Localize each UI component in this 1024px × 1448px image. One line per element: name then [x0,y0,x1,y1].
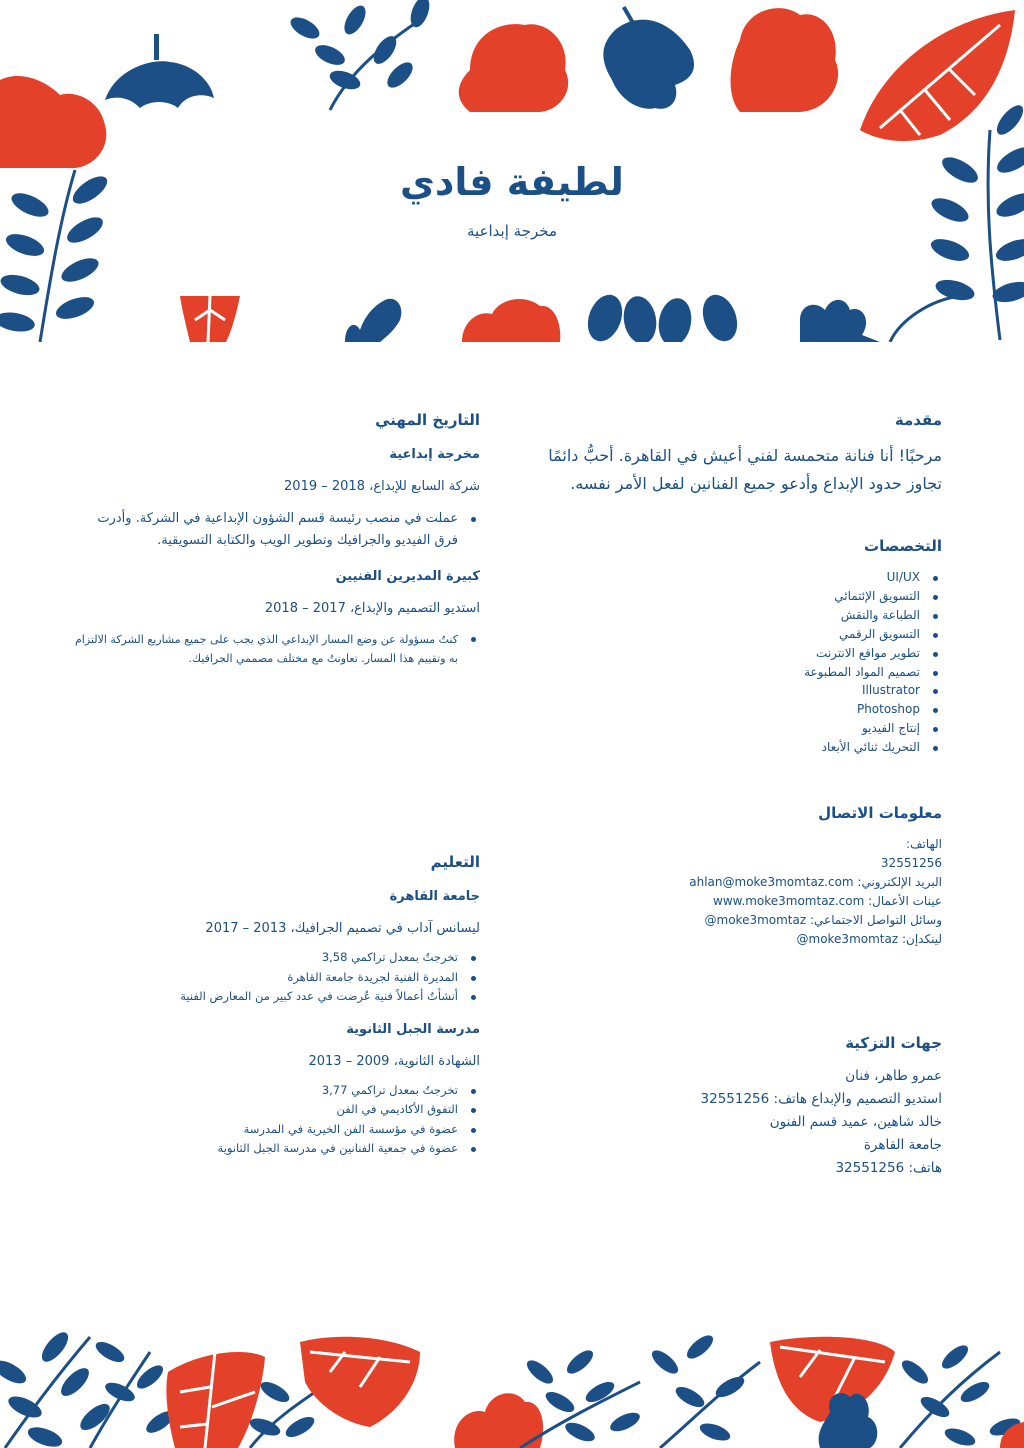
reference-line: جامعة القاهرة [863,1137,942,1154]
school-bullet: أنشأتُ أعمالاً فنية عُرضت في عدد كبير من المعارض الفنية [70,987,480,1007]
job-title: مخرجة إبداعية [389,447,480,462]
school-bullet: عضوة في مؤسسة الفن الخيرية في المدرسة [70,1120,480,1140]
person-name: لطيفة فادي [400,160,624,204]
job-bullets [70,630,480,668]
botanical-pattern-icon [0,1332,1024,1448]
skills-section [512,534,942,757]
contact-linkedin-row [512,930,942,949]
contact-email-row [512,873,942,892]
school-entry [70,886,480,1007]
school-meta: الشهادة الثانوية، 2009 – 2013 [308,1053,480,1069]
reference-line: هاتف: 32551256 [835,1160,942,1177]
contact-portfolio-link[interactable]: www.moke3momtaz.com [713,894,865,909]
reference-line: خالد شاهين، عميد قسم الفنون [769,1114,942,1131]
school-bullet: تخرجتُ بمعدل تراكمي 3,77 [70,1081,480,1101]
school-bullets [70,948,480,1007]
contact-phone-row [512,835,942,854]
job-title: كبيرة المديرين الفنيين [335,569,480,584]
contact-social-handle[interactable]: @moke3momtaz [704,913,807,928]
left-column [70,408,480,1159]
experience-section [70,408,480,668]
contact-portfolio-label: عينات الأعمال: [868,894,942,909]
skills-list [512,568,942,757]
contact-email-label: البريد الإلكتروني: [857,875,942,890]
intro-section [512,408,942,498]
school-name: جامعة القاهرة [389,889,480,904]
skill-item: التسويق الإئتمائي [512,587,942,606]
reference-line: عمرو طاهر، فنان [845,1068,942,1085]
education-heading: التعليم [430,853,480,871]
skills-heading: التخصصات [864,537,942,555]
references-list [512,1065,942,1180]
job-entry [70,566,480,668]
school-meta: ليسانس آداب في تصميم الجرافيك، 2013 – 2017 [205,921,480,936]
job-bullets [70,508,480,552]
person-title: مخرجة إبداعية [467,222,557,240]
contact-linkedin-label: لينكدإن: [901,932,942,947]
contact-phone-label: الهاتف: [906,837,942,852]
job-bullet: كنتُ مسؤولة عن وضع المسار الإبداعي الذي يجب على جميع مشاريع الشركة الالتزام به وتقييم هذا المسار. تعاونتُ مع مختلف مصممي الجرافيك. [70,630,480,668]
skill-item: UI/UX [512,568,942,587]
job-meta: استديو التصميم والإبداع، 2017 – 2018 [264,601,480,616]
contact-details [512,835,942,949]
school-bullet: تخرجتُ بمعدل تراكمي 3,58 [70,948,480,968]
contact-heading: معلومات الاتصال [818,804,942,823]
skill-item: الطباعة والنقش [512,606,942,625]
job-meta: شركة السابع للإبداع، 2018 – 2019 [284,479,480,494]
skill-item: Illustrator [512,681,942,700]
skill-item: إنتاج الفيديو [512,719,942,738]
intro-heading: مقدمة [894,411,942,429]
school-bullet: التفوق الأكاديمي في الفن [70,1100,480,1120]
contact-social-label: وسائل التواصل الاجتماعي: [810,913,942,928]
contact-social-row [512,911,942,930]
intro-text: مرحبًا! أنا فنانة متحمسة لفني أعيش في القاهرة. أحبُّ دائمًا تجاوز حدود الإبداع وأدعو جميع الفنانين لفعل الأمر نفسه. [548,446,942,493]
contact-section [512,801,942,949]
school-name: مدرسة الجبل الثانوية [346,1021,480,1037]
experience-heading: التاريخ المهني [375,411,480,429]
job-bullet: عملت في منصب رئيسة قسم الشؤون الإبداعية في الشركة. وأدرت فرق الفيديو والجرافيك وتطوير الويب والكتابة التسويقية. [70,508,480,552]
education-section [70,850,480,1159]
school-bullets [70,1081,480,1159]
school-bullet: المديرة الفنية لجريدة جامعة القاهرة [70,968,480,988]
skill-item: التحريك ثنائي الأبعاد [512,738,942,757]
skill-item: تصميم المواد المطبوعة [512,663,942,682]
resume-header [0,160,1024,240]
bottom-botanical-decoration [0,1332,1024,1448]
reference-line: استديو التصميم والإبداع هاتف: 32551256 [700,1091,942,1108]
school-bullet: عضوة في جمعية الفنانين في مدرسة الجبل الثانوية [70,1139,480,1159]
contact-linkedin-handle[interactable]: @moke3momtaz [796,932,899,947]
skill-item: التسويق الرقمي [512,625,942,644]
skill-item: Photoshop [512,700,942,719]
school-entry [70,1019,480,1159]
right-column [512,408,942,1180]
job-entry [70,444,480,552]
references-section [512,1031,942,1180]
contact-portfolio-row [512,892,942,911]
contact-phone-value: 32551256 [880,856,942,871]
references-heading: جهات التزكية [845,1034,942,1053]
skill-item: تطوير مواقع الانترنت [512,644,942,663]
contact-phone-value-row [512,854,942,873]
contact-email-link[interactable]: ahlan@moke3momtaz.com [689,875,854,890]
